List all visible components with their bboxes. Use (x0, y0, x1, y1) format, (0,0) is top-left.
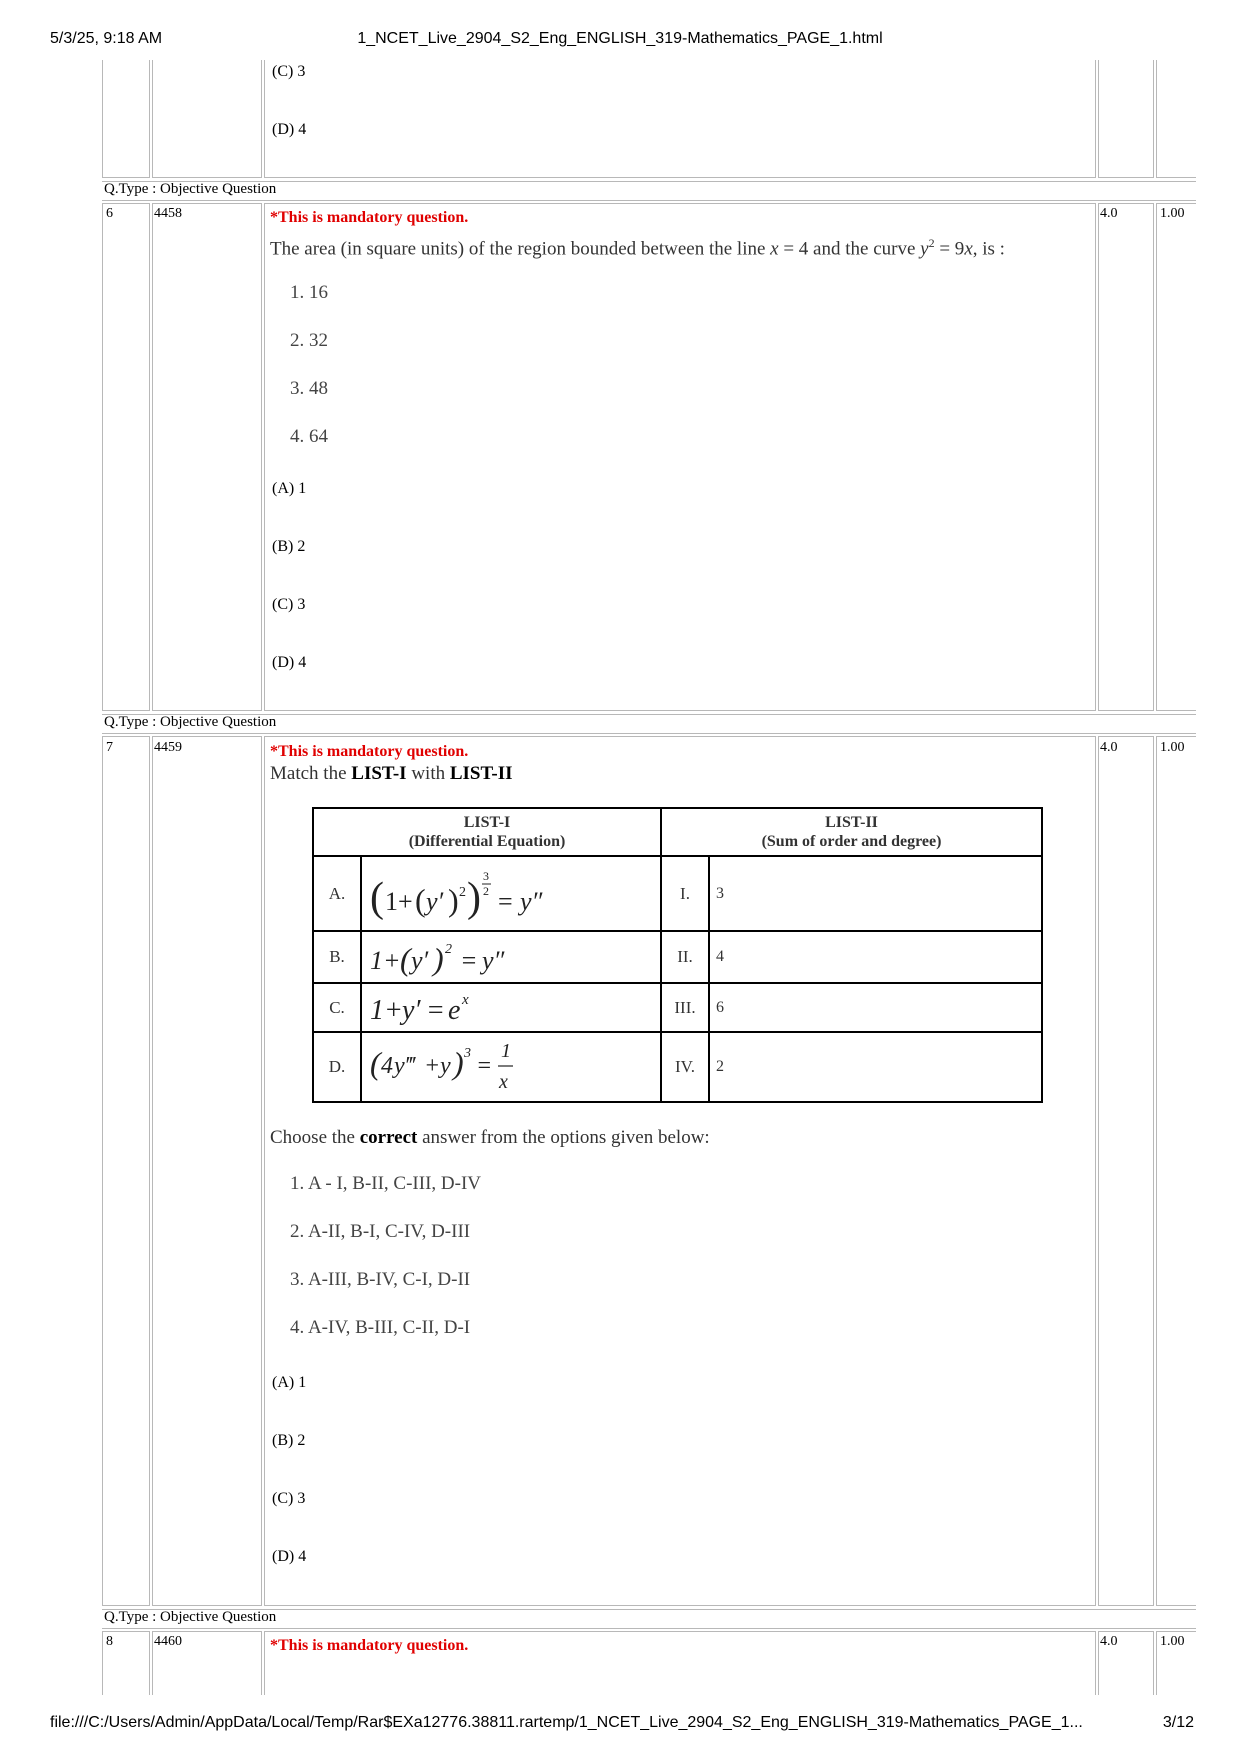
q7-marks: 4.0 (1100, 740, 1118, 755)
q6-option-c: (C) 3 (272, 596, 306, 613)
q7-option-a: (A) 1 (272, 1374, 307, 1391)
q6-num-cell (102, 203, 150, 711)
svg-text:=: = (476, 1053, 493, 1079)
q6-number: 6 (106, 206, 113, 221)
q7-choice-2: 2. A-II, B-I, C-IV, D-III (290, 1221, 471, 1242)
svg-text:): ) (433, 941, 444, 977)
prev-option-d: (D) 4 (272, 121, 307, 138)
svg-text:y‴: y‴ (394, 1053, 415, 1079)
q7-option-d: (D) 4 (272, 1548, 307, 1565)
q6-choice-1: 1. 16 (290, 282, 328, 303)
svg-text:2: 2 (483, 883, 489, 898)
q7-choose-instruction: Choose the correct answer from the options given below: (270, 1127, 710, 1148)
svg-text:e: e (448, 994, 461, 1026)
svg-text:1+: 1+ (385, 886, 413, 916)
prev-neg-cell (1156, 60, 1196, 178)
svg-text:=: = (460, 946, 478, 975)
equation-c (361, 983, 661, 1032)
svg-text:y″: y″ (520, 886, 543, 916)
q6-option-b: (B) 2 (272, 538, 306, 555)
q6-id-cell (152, 203, 262, 711)
match-row-a (313, 856, 1042, 931)
q7-option-b: (B) 2 (272, 1432, 306, 1449)
q6-option-a: (A) 1 (272, 480, 307, 497)
q7-choice-4: 4. A-IV, B-III, C-II, D-I (290, 1317, 471, 1338)
q7-id-cell (152, 736, 262, 1606)
q6-marks-cell (1098, 203, 1154, 711)
q7-match-instruction: Match the LIST-I with LIST-II (270, 763, 513, 784)
q6-mandatory-note: *This is mandatory question. (270, 209, 469, 226)
svg-text:y′: y′ (426, 886, 444, 916)
row-iv-value: 2 (709, 1032, 1042, 1102)
equation-a (361, 856, 661, 931)
svg-text:3: 3 (464, 1046, 471, 1061)
q7-number: 7 (106, 740, 113, 755)
q7-marks-cell (1098, 736, 1154, 1606)
prev-num-cell (102, 60, 150, 178)
svg-text:4: 4 (381, 1053, 393, 1079)
row-iii-label: III. (661, 983, 709, 1032)
svg-text:(: ( (415, 881, 426, 918)
q8-number: 8 (106, 1634, 113, 1649)
q6-neg-cell (1156, 203, 1196, 711)
print-title: 1_NCET_Live_2904_S2_Eng_ENGLISH_319-Mathematics_PAGE_1.html (357, 30, 883, 47)
svg-text:): ) (448, 881, 459, 918)
svg-text:(: ( (370, 874, 384, 921)
q7-id: 4459 (154, 740, 182, 755)
svg-text:): ) (453, 1045, 464, 1081)
q8-qtype: Q.Type : Objective Question (104, 1609, 277, 1625)
svg-text:y′: y′ (402, 994, 421, 1026)
q6-id: 4458 (154, 206, 182, 221)
q7-match-table (312, 807, 1043, 1103)
equation-d (361, 1032, 661, 1102)
row-iii-value: 6 (709, 983, 1042, 1032)
q6-marks: 4.0 (1100, 206, 1118, 221)
list2-header: LIST-II (Sum of order and degree) (661, 808, 1042, 856)
row-ii-value: 4 (709, 931, 1042, 983)
q7-neg-cell (1156, 736, 1196, 1606)
row-i-value: 3 (709, 856, 1042, 931)
q6-choice-2: 2. 32 (290, 330, 328, 351)
q8-negative-marks: 1.00 (1160, 1634, 1185, 1649)
q8-marks: 4.0 (1100, 1634, 1118, 1649)
row-iv-label: IV. (661, 1032, 709, 1102)
svg-text:x: x (499, 1071, 508, 1093)
q7-num-cell (102, 736, 150, 1606)
match-row-c (313, 983, 1042, 1032)
row-c-label: C. (313, 983, 361, 1032)
row-d-label: D. (313, 1032, 361, 1102)
svg-text:1+: 1+ (370, 946, 401, 975)
svg-text:2: 2 (459, 884, 466, 900)
q6-choice-4: 4. 64 (290, 426, 328, 447)
q7-negative-marks: 1.00 (1160, 740, 1185, 755)
svg-text:y′: y′ (411, 946, 429, 975)
q8-mandatory-note: *This is mandatory question. (270, 1637, 469, 1654)
svg-text:): ) (467, 874, 481, 921)
prev-id-cell (152, 60, 262, 178)
svg-text:y: y (440, 1053, 451, 1079)
prev-question-cell (264, 60, 1096, 178)
equation-b (361, 931, 661, 983)
match-row-d (313, 1032, 1042, 1102)
svg-text:(: ( (400, 941, 411, 977)
svg-text:3: 3 (483, 868, 489, 883)
row-a-label: A. (313, 856, 361, 931)
print-url: file:///C:/Users/Admin/AppData/Local/Temp/Rar$EXa12776.38811.rartemp/1_NCET_Live_2904_S2_Eng_ENGLISH_319-Mathematics_PAGE_1... (50, 1714, 1083, 1731)
row-ii-label: II. (661, 931, 709, 983)
q6-choice-3: 3. 48 (290, 378, 328, 399)
q8-id: 4460 (154, 1634, 182, 1649)
q6-qtype: Q.Type : Objective Question (104, 181, 277, 197)
row-i-label: I. (661, 856, 709, 931)
svg-text:2: 2 (445, 942, 452, 957)
match-row-b (313, 931, 1042, 983)
q6-question-text: The area (in square units) of the region bounded between the line x = 4 and the curve $y^2 = 9x$, is : (270, 236, 1005, 260)
q6-question-cell (264, 203, 1096, 711)
svg-text:=: = (498, 886, 513, 916)
svg-text:+: + (424, 1053, 441, 1079)
svg-text:1+: 1+ (370, 994, 403, 1026)
svg-text:1: 1 (501, 1040, 511, 1062)
q6-option-d: (D) 4 (272, 654, 307, 671)
q7-mandatory-note: *This is mandatory question. (270, 743, 469, 760)
q7-qtype: Q.Type : Objective Question (104, 714, 277, 730)
svg-text:=: = (426, 994, 445, 1026)
print-header (0, 30, 1240, 52)
q7-option-c: (C) 3 (272, 1490, 306, 1507)
q7-choice-1: 1. A - I, B-II, C-III, D-IV (290, 1173, 482, 1194)
svg-text:x: x (462, 991, 469, 1008)
prev-option-c: (C) 3 (272, 63, 306, 80)
q6-negative-marks: 1.00 (1160, 206, 1185, 221)
print-page-number: 3/12 (1162, 1714, 1194, 1731)
svg-text:y″: y″ (482, 946, 505, 975)
list1-header: LIST-I (Differential Equation) (313, 808, 661, 856)
prev-marks-cell (1098, 60, 1154, 178)
row-b-label: B. (313, 931, 361, 983)
q7-choice-3: 3. A-III, B-IV, C-I, D-II (290, 1269, 471, 1290)
svg-text:(: ( (370, 1045, 381, 1081)
print-datetime: 5/3/25, 9:18 AM (50, 30, 163, 47)
